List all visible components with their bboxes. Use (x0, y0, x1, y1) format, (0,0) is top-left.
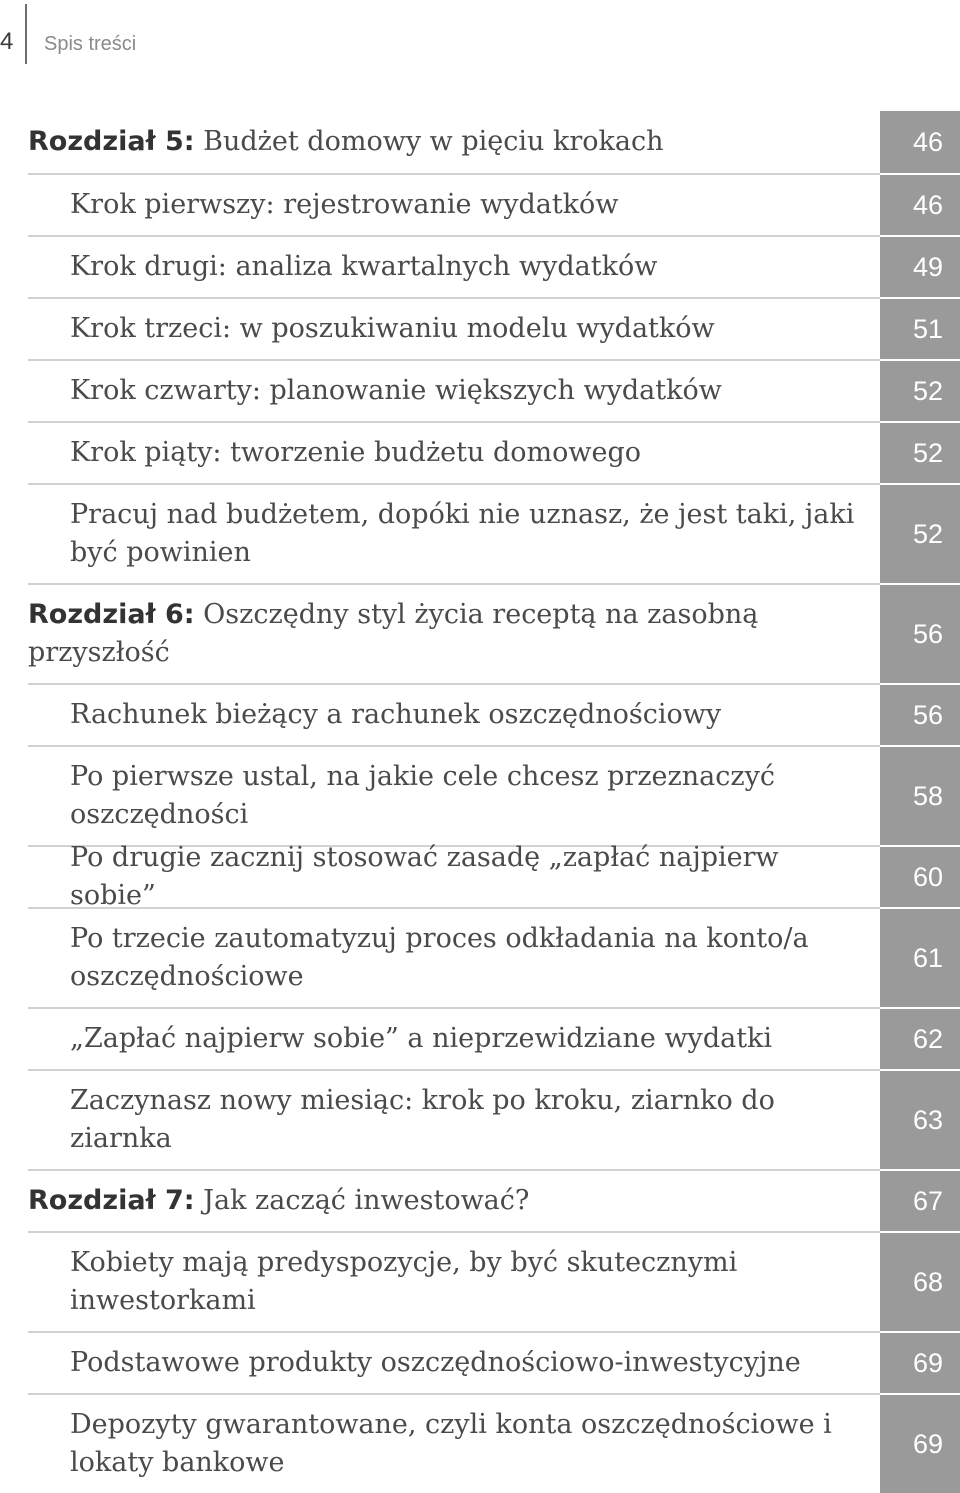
toc-chapter-6[interactable] (28, 583, 960, 683)
toc-page-number: 67 (880, 1169, 960, 1231)
toc-entry[interactable] (28, 1007, 960, 1069)
toc-entry-title: Krok trzeci: w poszukiwaniu modelu wydatków (28, 297, 880, 359)
toc-entry[interactable] (28, 1231, 960, 1331)
chapter-label: Rozdział 6: (28, 599, 195, 630)
toc-entry[interactable] (28, 297, 960, 359)
toc-entry-title: Po pierwsze ustal, na jakie cele chcesz przeznaczyć oszczędności (28, 745, 880, 845)
chapter-title: Jak zacząć inwestować? (194, 1185, 530, 1216)
toc-entry[interactable] (28, 907, 960, 1007)
toc-chapter-7[interactable] (28, 1169, 960, 1231)
toc-page-number: 46 (880, 111, 960, 173)
toc-entry[interactable] (28, 235, 960, 297)
toc-entry-title: Krok drugi: analiza kwartalnych wydatków (28, 235, 880, 297)
toc-entry[interactable] (28, 1331, 960, 1393)
toc-entry[interactable] (28, 421, 960, 483)
toc-entry-title: Krok czwarty: planowanie większych wydatków (28, 359, 880, 421)
toc-entry-title: Depozyty gwarantowane, czyli konta oszczędnościowe i lokaty bankowe (28, 1393, 880, 1493)
toc-page-number: 52 (880, 421, 960, 483)
table-of-contents (28, 111, 960, 1493)
toc-page-number: 69 (880, 1393, 960, 1493)
toc-page-number: 56 (880, 683, 960, 745)
section-title: Spis treści (44, 33, 137, 55)
toc-entry[interactable] (28, 842, 960, 911)
toc-page-number: 56 (880, 583, 960, 683)
toc-entry[interactable] (28, 1069, 960, 1169)
toc-page-number: 61 (880, 907, 960, 1007)
toc-entry-title: Rachunek bieżący a rachunek oszczędnościowy (28, 683, 880, 745)
toc-entry[interactable] (28, 683, 960, 745)
chapter-title: Budżet domowy w pięciu krokach (194, 126, 664, 157)
toc-page-number: 46 (880, 173, 960, 235)
page-header (0, 0, 960, 90)
toc-entry[interactable] (28, 173, 960, 235)
chapter-title: Oszczędny styl życia receptą na zasobną przyszłość (28, 599, 759, 668)
toc-page-number: 60 (880, 845, 960, 907)
toc-entry-title: „Zapłać najpierw sobie” a nieprzewidziane wydatki (28, 1007, 880, 1069)
toc-entry-title: Kobiety mają predyspozycje, by być skutecznymi inwestorkami (28, 1231, 880, 1331)
chapter-label: Rozdział 7: (28, 1185, 195, 1216)
toc-page-number: 62 (880, 1007, 960, 1069)
toc-chapter-5[interactable] (28, 111, 960, 173)
page-number: 4 (0, 28, 14, 55)
toc-entry[interactable] (28, 745, 960, 845)
toc-page-number: 52 (880, 483, 960, 583)
toc-entry-title: Krok piąty: tworzenie budżetu domowego (28, 421, 880, 483)
toc-entry-title: Pracuj nad budżetem, dopóki nie uznasz, że jest taki, jaki być powinien (28, 483, 880, 583)
toc-page-number: 69 (880, 1331, 960, 1393)
toc-page-number: 49 (880, 235, 960, 297)
toc-page-number: 58 (880, 745, 960, 845)
toc-entry-title: Po drugie zacznij stosować zasadę „zapłać najpierw sobie” (28, 845, 880, 907)
toc-entry[interactable] (28, 359, 960, 421)
toc-entry[interactable] (28, 483, 960, 583)
toc-page-number: 52 (880, 359, 960, 421)
toc-entry-title: Po trzecie zautomatyzuj proces odkładania na konto/a oszczędnościowe (28, 907, 880, 1007)
toc-entry[interactable] (28, 1393, 960, 1493)
toc-page-number: 63 (880, 1069, 960, 1169)
toc-page-number: 68 (880, 1231, 960, 1331)
chapter-label: Rozdział 5: (28, 126, 195, 157)
toc-entry-title: Podstawowe produkty oszczędnościowo-inwestycyjne (28, 1331, 880, 1393)
toc-entry-title: Zaczynasz nowy miesiąc: krok po kroku, ziarnko do ziarnka (28, 1069, 880, 1169)
header-divider (25, 4, 27, 64)
toc-entry-title: Krok pierwszy: rejestrowanie wydatków (28, 173, 880, 235)
toc-page-number: 51 (880, 297, 960, 359)
